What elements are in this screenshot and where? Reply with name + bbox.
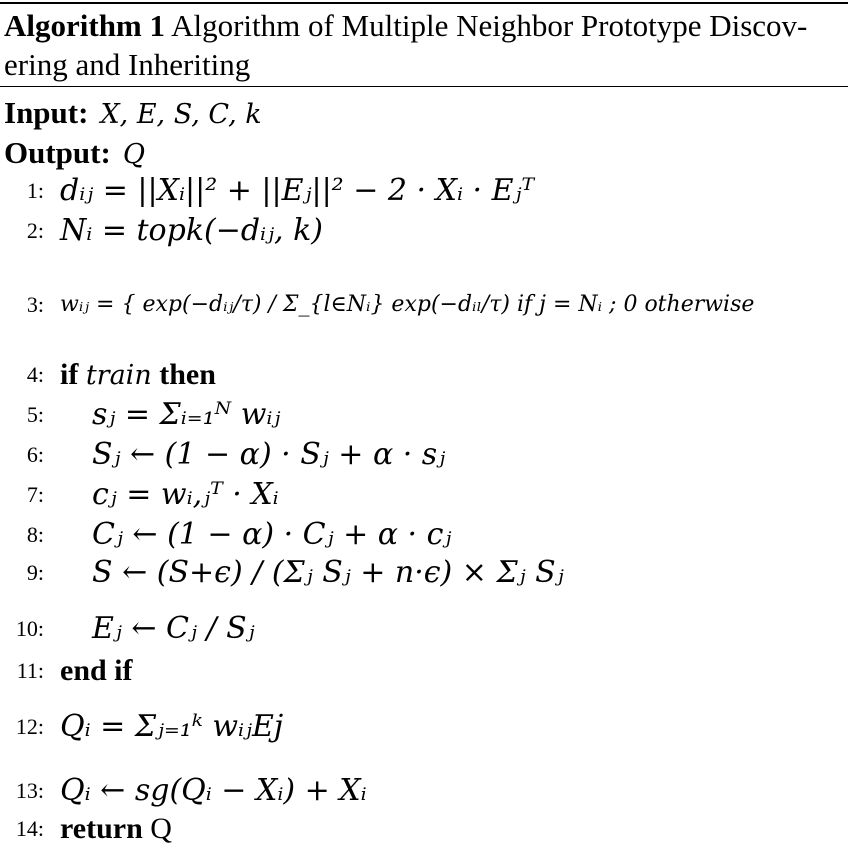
step-text: Eⱼ ← Cⱼ / Sⱼ <box>92 611 255 646</box>
step-text: S ← (S+ϵ) / (Σⱼ Sⱼ + n·ϵ) × Σⱼ Sⱼ <box>92 555 564 590</box>
line-number: 12: <box>15 714 44 739</box>
step-text: cⱼ = wᵢ,ⱼᵀ · Xᵢ <box>92 477 279 512</box>
line-number: 10: <box>15 616 44 641</box>
step-text: Q <box>150 812 172 845</box>
line-number: 14: <box>15 816 44 841</box>
line-number: 3: <box>26 292 44 317</box>
line-number: 9: <box>26 560 44 585</box>
line-number: 4: <box>26 362 44 387</box>
output-value: Q <box>122 139 145 170</box>
line-number: 11: <box>16 658 44 683</box>
line-number: 7: <box>26 482 44 507</box>
input-value: X, E, S, C, k <box>100 99 262 130</box>
if-keyword: if <box>60 358 79 391</box>
input-label: Input: <box>4 95 89 130</box>
line-number: 8: <box>26 522 44 547</box>
step-text: train <box>85 360 152 391</box>
line-number: 6: <box>26 442 44 467</box>
algorithm-label: Algorithm 1 <box>4 8 166 43</box>
step-text: Cⱼ ← (1 − α) · Cⱼ + α · cⱼ <box>92 517 452 552</box>
step-text: wᵢⱼ = { exp(−dᵢⱼ/τ) / Σ_{l∈Nᵢ} exp(−dᵢₗ/τ) if j = Nᵢ ; 0 otherwise <box>60 292 755 317</box>
line-number: 2: <box>26 218 44 243</box>
step-text: Sⱼ ← (1 − α) · Sⱼ + α · sⱼ <box>92 437 446 472</box>
line-number: 1: <box>26 178 44 203</box>
step-text: sⱼ = Σᵢ₌₁ᴺ wᵢⱼ <box>92 397 281 432</box>
step-text: Qᵢ = Σⱼ₌₁ᵏ wᵢⱼEj <box>60 709 284 744</box>
step-text: dᵢⱼ = ||Xᵢ||² + ||Eⱼ||² − 2 · Xᵢ · Eⱼᵀ <box>60 173 535 208</box>
line-number: 13: <box>15 778 44 803</box>
output-label: Output: <box>4 135 111 170</box>
algorithm-title: Algorithm of Multiple Neighbor Prototype Discov- ering and Inheriting <box>4 8 808 82</box>
step-text: Qᵢ ← sg(Qᵢ − Xᵢ) + Xᵢ <box>60 773 367 808</box>
end-if-keyword: end if <box>60 654 133 687</box>
step-text: Nᵢ = topk(−dᵢⱼ, k) <box>60 213 323 248</box>
return-keyword: return <box>60 812 143 845</box>
line-number: 5: <box>26 402 44 427</box>
then-keyword: then <box>159 358 216 391</box>
